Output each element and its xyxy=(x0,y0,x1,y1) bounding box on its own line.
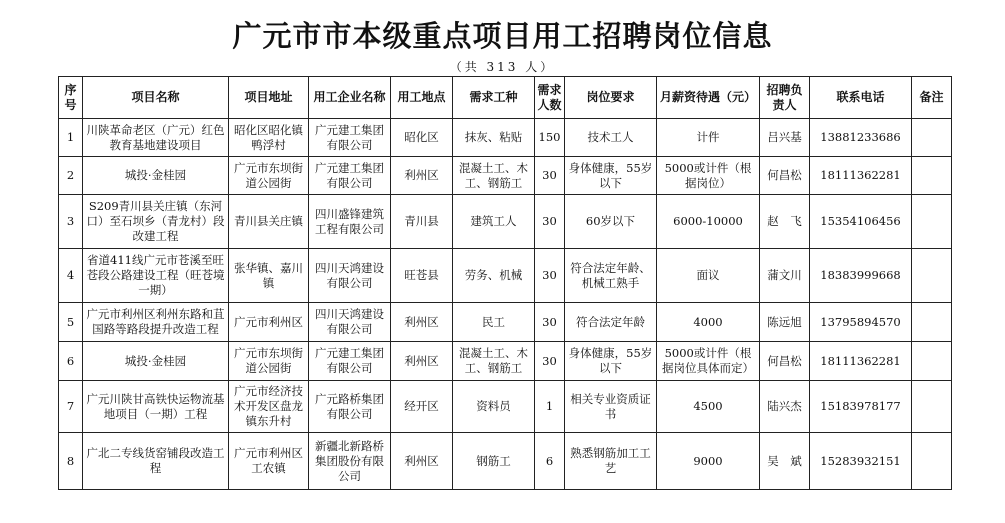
cell-count: 150 xyxy=(535,119,565,157)
table-row xyxy=(59,381,952,433)
cell-company: 广元建工集团有限公司 xyxy=(309,157,391,195)
table-row xyxy=(59,342,952,381)
cell-salary: 4000 xyxy=(657,303,760,342)
cell-project: 广元市利州区利州东路和苴国路等路段提升改造工程 xyxy=(83,303,229,342)
cell-place: 青川县 xyxy=(391,195,453,249)
cell-salary: 5000或计件（根据岗位具体而定） xyxy=(657,342,760,381)
cell-phone: 13881233686 xyxy=(810,119,912,157)
page-subtitle: （共 313 人） xyxy=(449,60,556,74)
cell-contact: 蒲文川 xyxy=(760,249,810,303)
cell-company: 广元路桥集团有限公司 xyxy=(309,381,391,433)
cell-company: 新疆北新路桥集团股份有限公司 xyxy=(309,433,391,490)
cell-place: 旺苍县 xyxy=(391,249,453,303)
cell-phone: 18383999668 xyxy=(810,249,912,303)
table-row xyxy=(59,249,952,303)
cell-no: 5 xyxy=(59,303,83,342)
cell-note xyxy=(912,381,952,433)
cell-address: 广元市东坝街道公园街 xyxy=(229,342,309,381)
cell-company: 四川盛锋建筑工程有限公司 xyxy=(309,195,391,249)
cell-count: 1 xyxy=(535,381,565,433)
col-header: 月薪资待遇（元） xyxy=(657,77,760,119)
cell-no: 6 xyxy=(59,342,83,381)
cell-salary: 6000-10000 xyxy=(657,195,760,249)
cell-requirement: 相关专业资质证书 xyxy=(565,381,657,433)
cell-contact: 吕兴基 xyxy=(760,119,810,157)
col-header: 联系电话 xyxy=(810,77,912,119)
table-row xyxy=(59,119,952,157)
cell-salary: 面议 xyxy=(657,249,760,303)
cell-place: 利州区 xyxy=(391,303,453,342)
cell-address: 张华镇、嘉川镇 xyxy=(229,249,309,303)
cell-trade: 混凝土工、木工、钢筋工 xyxy=(453,342,535,381)
cell-count: 30 xyxy=(535,342,565,381)
cell-requirement: 符合法定年龄、机械工熟手 xyxy=(565,249,657,303)
cell-no: 2 xyxy=(59,157,83,195)
cell-note xyxy=(912,157,952,195)
cell-project: 广元川陕甘高铁快运物流基地项目（一期）工程 xyxy=(83,381,229,433)
table-header-row xyxy=(59,77,952,119)
cell-requirement: 身体健康，55岁以下 xyxy=(565,157,657,195)
cell-trade: 资料员 xyxy=(453,381,535,433)
col-header: 需求工种 xyxy=(453,77,535,119)
col-header: 用工地点 xyxy=(391,77,453,119)
cell-trade: 混凝土工、木工、钢筋工 xyxy=(453,157,535,195)
cell-requirement: 技术工人 xyxy=(565,119,657,157)
table-row xyxy=(59,433,952,490)
cell-no: 4 xyxy=(59,249,83,303)
cell-note xyxy=(912,249,952,303)
cell-project: 城投·金桂园 xyxy=(83,342,229,381)
cell-project: 川陕革命老区（广元）红色教育基地建设项目 xyxy=(83,119,229,157)
cell-note xyxy=(912,119,952,157)
cell-address: 青川县关庄镇 xyxy=(229,195,309,249)
cell-address: 昭化区昭化镇鸭浮村 xyxy=(229,119,309,157)
cell-project: 省道411线广元市苍溪至旺苍段公路建设工程（旺苍境一期） xyxy=(83,249,229,303)
cell-count: 30 xyxy=(535,249,565,303)
cell-phone: 15283932151 xyxy=(810,433,912,490)
cell-place: 经开区 xyxy=(391,381,453,433)
cell-trade: 劳务、机械 xyxy=(453,249,535,303)
cell-note xyxy=(912,433,952,490)
table-row xyxy=(59,303,952,342)
cell-contact: 何昌松 xyxy=(760,342,810,381)
cell-project: 城投·金桂园 xyxy=(83,157,229,195)
cell-note xyxy=(912,303,952,342)
cell-contact: 吴 斌 xyxy=(760,433,810,490)
table-row xyxy=(59,195,952,249)
cell-no: 7 xyxy=(59,381,83,433)
cell-company: 广元建工集团有限公司 xyxy=(309,119,391,157)
cell-salary: 9000 xyxy=(657,433,760,490)
cell-no: 1 xyxy=(59,119,83,157)
cell-company: 四川天鸿建设有限公司 xyxy=(309,303,391,342)
cell-note xyxy=(912,342,952,381)
cell-no: 3 xyxy=(59,195,83,249)
cell-address: 广元市利州区 xyxy=(229,303,309,342)
col-header: 备注 xyxy=(912,77,952,119)
cell-address: 广元市东坝街道公园街 xyxy=(229,157,309,195)
cell-trade: 抹灰、粘贴 xyxy=(453,119,535,157)
col-header: 项目名称 xyxy=(83,77,229,119)
cell-count: 30 xyxy=(535,195,565,249)
cell-contact: 陈远旭 xyxy=(760,303,810,342)
cell-phone: 15354106456 xyxy=(810,195,912,249)
cell-project: S209青川县关庄镇（东河口）至石坝乡（青龙村）段改建工程 xyxy=(83,195,229,249)
cell-salary: 4500 xyxy=(657,381,760,433)
cell-place: 利州区 xyxy=(391,157,453,195)
col-header: 序号 xyxy=(59,77,83,119)
cell-trade: 民工 xyxy=(453,303,535,342)
cell-phone: 13795894570 xyxy=(810,303,912,342)
cell-count: 6 xyxy=(535,433,565,490)
col-header: 用工企业名称 xyxy=(309,77,391,119)
cell-trade: 建筑工人 xyxy=(453,195,535,249)
cell-place: 利州区 xyxy=(391,342,453,381)
cell-trade: 钢筋工 xyxy=(453,433,535,490)
recruitment-table xyxy=(58,76,952,490)
cell-requirement: 身体健康，55岁以下 xyxy=(565,342,657,381)
cell-phone: 18111362281 xyxy=(810,342,912,381)
cell-address: 广元市经济技术开发区盘龙镇东升村 xyxy=(229,381,309,433)
table-row xyxy=(59,157,952,195)
cell-contact: 陆兴杰 xyxy=(760,381,810,433)
cell-address: 广元市利州区工农镇 xyxy=(229,433,309,490)
cell-place: 利州区 xyxy=(391,433,453,490)
cell-contact: 赵 飞 xyxy=(760,195,810,249)
cell-project: 广北二专线货窑铺段改造工程 xyxy=(83,433,229,490)
cell-phone: 18111362281 xyxy=(810,157,912,195)
col-header: 需求人数 xyxy=(535,77,565,119)
cell-requirement: 符合法定年龄 xyxy=(565,303,657,342)
cell-no: 8 xyxy=(59,433,83,490)
cell-count: 30 xyxy=(535,303,565,342)
col-header: 岗位要求 xyxy=(565,77,657,119)
cell-count: 30 xyxy=(535,157,565,195)
cell-requirement: 熟悉钢筋加工工艺 xyxy=(565,433,657,490)
cell-company: 四川天鸿建设有限公司 xyxy=(309,249,391,303)
cell-note xyxy=(912,195,952,249)
cell-salary: 5000或计件（根据岗位） xyxy=(657,157,760,195)
col-header: 招聘负责人 xyxy=(760,77,810,119)
cell-requirement: 60岁以下 xyxy=(565,195,657,249)
cell-company: 广元建工集团有限公司 xyxy=(309,342,391,381)
cell-phone: 15183978177 xyxy=(810,381,912,433)
cell-salary: 计件 xyxy=(657,119,760,157)
cell-place: 昭化区 xyxy=(391,119,453,157)
page-title: 广元市市本级重点项目用工招聘岗位信息 xyxy=(232,19,773,53)
col-header: 项目地址 xyxy=(229,77,309,119)
cell-contact: 何昌松 xyxy=(760,157,810,195)
